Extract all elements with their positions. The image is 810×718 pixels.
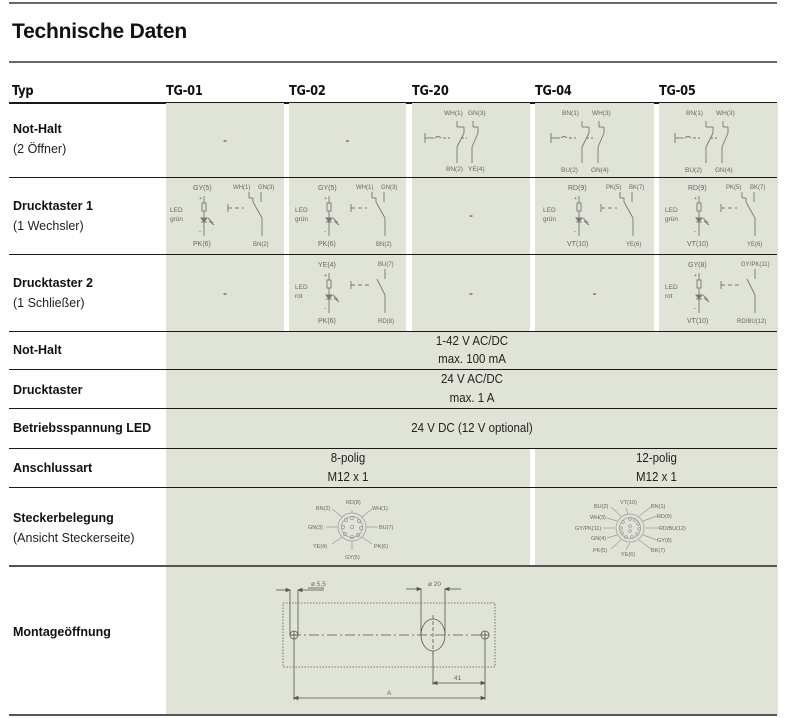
empty-value: -	[345, 133, 350, 147]
pin-label: PK(5)	[606, 185, 622, 191]
label-main: Not-Halt	[13, 343, 62, 357]
led-label: LED	[170, 207, 183, 214]
cell-drucktaster-2-tg20	[412, 255, 530, 331]
row-label-not-halt-spec	[13, 340, 62, 360]
pin-label: GY(8)	[657, 538, 672, 544]
pin-label: RD(8)	[378, 319, 394, 325]
pin-label: BN(2)	[316, 506, 331, 512]
spec-line: 24 V AC/DC	[440, 372, 503, 386]
pin-label: BN(2)	[253, 242, 269, 248]
pin-label: GY(5)	[193, 185, 212, 192]
led-label: LED	[295, 284, 308, 291]
pin-label: RD(9)	[657, 514, 672, 520]
pin-label: WH(1)	[233, 185, 251, 191]
pin-label: GY(5)	[318, 185, 337, 192]
pin-label: PK(5)	[593, 548, 608, 554]
svg-text:+: +	[694, 273, 697, 279]
pin-label: YE(4)	[313, 544, 328, 550]
led-no-contact-diagram-icon	[289, 255, 406, 331]
led-color: rot	[665, 293, 673, 300]
dimension-label: ø 20	[428, 581, 442, 588]
cell-drucktaster-1-tg04	[535, 178, 654, 254]
cell-drucktaster-2-tg04	[535, 255, 654, 331]
pin-label: WH(3)	[590, 515, 606, 521]
pin-label: WH(3)	[592, 110, 611, 117]
cell-montage-drawing	[166, 567, 778, 714]
pin-label: YE(6)	[626, 242, 642, 248]
label-sub: (2 Öffner)	[13, 142, 67, 156]
pin-label: GN(4)	[591, 167, 609, 174]
pin-label: YE(6)	[747, 242, 763, 248]
pin-label: GN(3)	[308, 525, 323, 531]
nc-contact-diagram-icon	[535, 103, 654, 177]
cell-anschlussart-8pin	[166, 449, 530, 487]
header-model-tg02: TG-02	[289, 84, 326, 99]
spec-line: 1-42 V AC/DC	[435, 334, 509, 348]
pin-label: WH(1)	[356, 185, 374, 191]
header-model-tg05: TG-05	[659, 84, 696, 99]
connector-size: M12 x 1	[327, 470, 369, 484]
label-main: Drucktaster	[13, 383, 83, 397]
row-label-drucktaster-spec	[13, 380, 82, 400]
empty-value: -	[223, 133, 227, 147]
led-color: rot	[295, 293, 303, 300]
led-no-contact-diagram-icon	[659, 255, 778, 331]
connector-size: M12 x 1	[636, 470, 677, 484]
cell-pinout-8pin	[166, 488, 530, 565]
svg-text:-: -	[574, 229, 576, 235]
cell-not-halt-tg20	[412, 103, 530, 177]
empty-value: -	[223, 286, 227, 300]
connector-type: 8-polig	[330, 451, 366, 465]
pin-label: BU(7)	[378, 262, 394, 268]
cell-drucktaster-spec	[166, 370, 778, 408]
row-label-montage	[13, 622, 111, 642]
pin-label: RD/BU(12)	[737, 319, 767, 325]
led-color: grün	[543, 216, 557, 223]
svg-text:+: +	[694, 196, 697, 202]
pin-label: YE(4)	[468, 166, 485, 173]
led-color: grün	[170, 216, 184, 223]
svg-text:-: -	[694, 229, 696, 235]
pin-label: RD/BU(12)	[659, 526, 686, 532]
spec-value: 24 V DC (12 V optional)	[411, 421, 533, 435]
row-label-steckerbelegung	[13, 508, 135, 548]
cell-not-halt-tg04	[535, 103, 654, 177]
header-typ: Typ	[12, 84, 34, 99]
svg-text:-: -	[199, 229, 201, 235]
pin-label: GN(3)	[468, 110, 486, 117]
led-color: grün	[665, 216, 679, 223]
row-label-drucktaster-2	[13, 273, 93, 313]
pin-label: PK(6)	[374, 544, 389, 550]
pin-label: BK(7)	[629, 185, 645, 191]
svg-text:+: +	[199, 196, 202, 202]
svg-text:+: +	[324, 196, 327, 202]
connector-12pin-diagram-icon	[535, 488, 778, 565]
cell-drucktaster-1-tg05	[659, 178, 778, 254]
cell-drucktaster-2-tg01	[166, 255, 284, 331]
header-model-tg01: TG-01	[166, 84, 203, 99]
row-label-drucktaster-1	[13, 196, 93, 236]
cell-anschlussart-12pin	[535, 449, 778, 487]
cell-not-halt-tg02	[289, 103, 406, 177]
led-changeover-diagram-icon	[659, 178, 778, 254]
cell-led-voltage	[166, 409, 778, 448]
pin-label: BU(2)	[594, 504, 609, 510]
led-changeover-diagram-icon	[535, 178, 654, 254]
led-color: grün	[295, 216, 309, 223]
pin-label: BN(2)	[376, 242, 392, 248]
pin-label: PK(6)	[193, 241, 211, 248]
label-main: Montageöffnung	[13, 625, 111, 639]
pin-label: WH(1)	[372, 506, 388, 512]
cell-pinout-12pin	[535, 488, 778, 565]
pin-label: YE(4)	[318, 262, 336, 269]
nc-contact-diagram-icon	[412, 103, 530, 177]
label-main: Drucktaster 1	[13, 199, 93, 213]
led-label: LED	[543, 207, 556, 214]
pin-label: RD(8)	[346, 500, 361, 506]
pin-label: GN(3)	[381, 185, 398, 191]
pin-label: WH(3)	[716, 110, 735, 117]
cell-drucktaster-1-tg02	[289, 178, 406, 254]
empty-value: -	[592, 286, 597, 300]
label-sub: (1 Wechsler)	[13, 219, 84, 233]
svg-text:+: +	[324, 273, 327, 279]
title-rule	[9, 61, 777, 63]
dimension-label: 41	[454, 675, 462, 682]
spec-line: max. 100 mA	[438, 352, 506, 366]
cell-drucktaster-2-tg02	[289, 255, 406, 331]
pin-label: WH(1)	[444, 110, 463, 117]
pin-label: GY(8)	[688, 262, 707, 269]
led-label: LED	[665, 207, 678, 214]
pin-label: RD(9)	[568, 185, 587, 192]
pin-label: BN(2)	[446, 166, 463, 173]
header-model-tg20: TG-20	[412, 84, 449, 99]
spec-line: max. 1 A	[449, 391, 495, 405]
label-main: Anschlussart	[13, 461, 93, 475]
cell-not-halt-spec	[166, 332, 778, 369]
cell-drucktaster-2-tg05	[659, 255, 778, 331]
svg-text:-: -	[694, 306, 696, 312]
led-changeover-diagram-icon	[289, 178, 406, 254]
led-label: LED	[665, 284, 678, 291]
pin-label: VT(10)	[620, 500, 637, 506]
row-label-anschlussart	[13, 458, 92, 478]
pin-label: GY/PK(11)	[575, 526, 602, 532]
label-main: Not-Halt	[13, 122, 62, 136]
pin-label: GN(4)	[591, 536, 606, 542]
bottom-rule	[9, 714, 777, 716]
pin-label: RD(9)	[688, 185, 707, 192]
pin-label: VT(10)	[567, 241, 589, 248]
cell-drucktaster-1-tg01	[166, 178, 284, 254]
led-label: LED	[295, 207, 308, 214]
cell-not-halt-tg01	[166, 103, 284, 177]
svg-text:+: +	[574, 196, 577, 202]
empty-value: -	[469, 286, 473, 300]
cell-not-halt-tg05	[659, 103, 778, 177]
nc-contact-diagram-icon	[659, 103, 778, 177]
svg-text:-: -	[324, 229, 326, 235]
pin-label: PK(6)	[318, 241, 336, 248]
pin-label: VT(10)	[687, 318, 709, 325]
pin-label: BU(2)	[685, 167, 702, 174]
page-title: Technische Daten	[12, 20, 187, 43]
label-sub: (Ansicht Steckerseite)	[13, 531, 135, 545]
pin-label: BN(1)	[686, 110, 703, 117]
pin-label: GY/PK(11)	[741, 262, 770, 268]
pin-label: BU(7)	[379, 525, 394, 531]
pin-label: PK(6)	[318, 318, 336, 325]
label-main: Steckerbelegung	[13, 511, 114, 525]
pin-label: BN(1)	[562, 110, 579, 117]
label-sub: (1 Schließer)	[13, 296, 85, 310]
pin-label: YE(6)	[621, 552, 636, 558]
mounting-cutout-drawing-icon	[166, 567, 778, 714]
empty-value: -	[469, 208, 473, 222]
pin-label: GY(5)	[345, 555, 360, 561]
connector-type: 12-polig	[636, 451, 677, 465]
dimension-label: ø 5,5	[311, 581, 326, 588]
pin-label: VT(10)	[687, 241, 709, 248]
row-label-not-halt	[13, 119, 66, 159]
top-rule	[9, 2, 777, 4]
pin-label: GN(3)	[258, 185, 275, 191]
pin-label: BN(1)	[651, 504, 666, 510]
label-main: Drucktaster 2	[13, 276, 93, 290]
row-label-led-voltage	[13, 418, 151, 438]
pin-label: BU(2)	[561, 167, 578, 174]
connector-8pin-diagram-icon	[166, 488, 530, 565]
label-main: Betriebsspannung LED	[13, 421, 152, 435]
pin-label: GN(4)	[715, 167, 733, 174]
svg-text:-: -	[324, 306, 326, 312]
cell-drucktaster-1-tg20	[412, 178, 530, 254]
pin-label: BK(7)	[651, 548, 666, 554]
header-model-tg04: TG-04	[535, 84, 572, 99]
pin-label: PK(5)	[726, 185, 742, 191]
dimension-label: A	[387, 690, 392, 697]
pin-label: BK(7)	[750, 185, 766, 191]
led-changeover-diagram-icon	[166, 178, 284, 254]
